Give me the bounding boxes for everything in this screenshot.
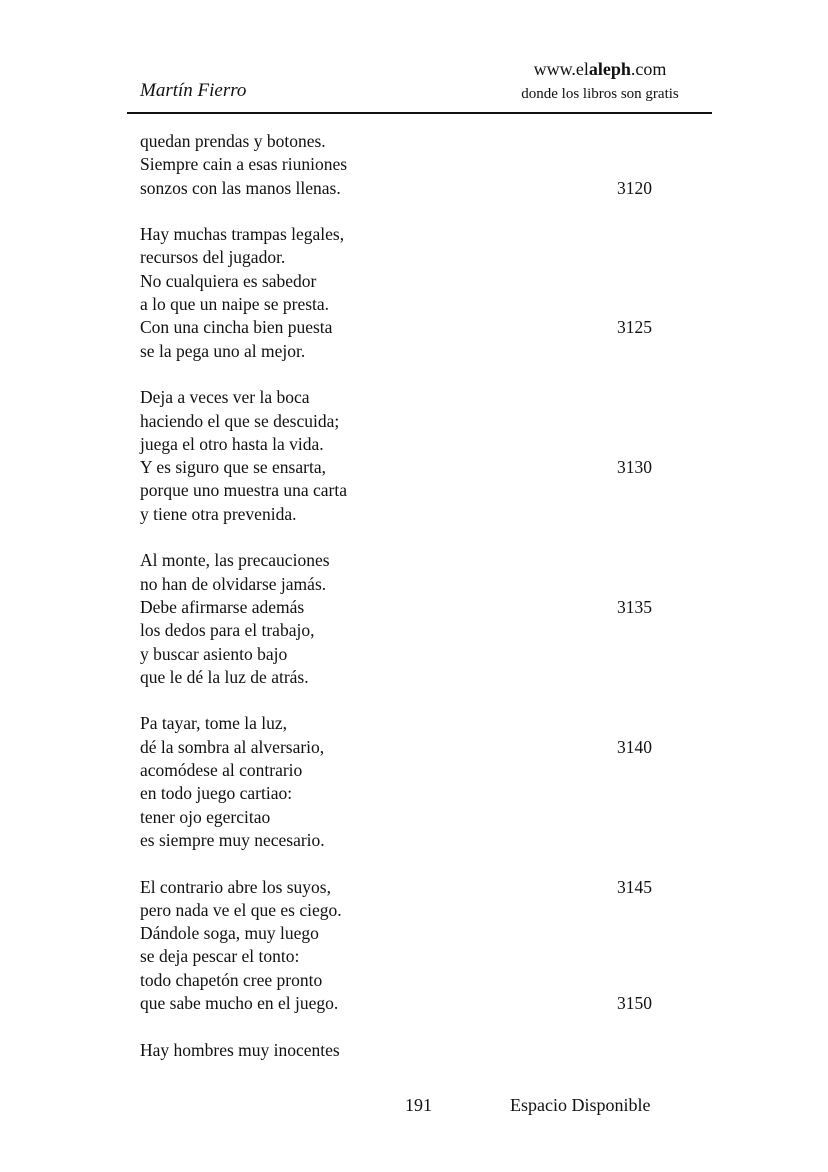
verse-line: [140, 573, 700, 596]
verse-line: [140, 596, 700, 619]
verse-text: Siempre cain a esas riuniones: [140, 154, 348, 175]
verse-line: [140, 806, 700, 829]
stanza: [140, 1039, 700, 1062]
verse-text: Pa tayar, tome la luz,: [140, 713, 288, 734]
verse-text: Debe afirmarse además: [140, 596, 305, 617]
verse-text: es siempre muy necesario.: [140, 829, 325, 850]
line-number: 3140: [617, 736, 652, 757]
verse-line: [140, 922, 700, 945]
verse-text: que sabe mucho en el juego.: [140, 992, 339, 1013]
stanza: [140, 130, 700, 200]
verse-text: dé la sombra al alversario,: [140, 736, 325, 757]
site-url-bold: aleph: [588, 59, 631, 79]
verse-text: a lo que un naipe se presta.: [140, 294, 330, 315]
verse-line: [140, 969, 700, 992]
verse-text: porque uno muestra una carta: [140, 480, 348, 501]
verse-line: [140, 1039, 700, 1062]
stanza: [140, 549, 700, 689]
verse-text: haciendo el que se descuida;: [140, 410, 340, 431]
site-url: [500, 58, 700, 80]
verse-text: No cualquiera es sabedor: [140, 270, 317, 291]
verse-line: [140, 992, 700, 1015]
verse-line: [140, 130, 700, 153]
verse-line: [140, 549, 700, 572]
site-url-prefix: www.el: [533, 59, 589, 79]
verse-line: [140, 619, 700, 642]
site-tagline: donde los libros son gratis: [521, 86, 679, 102]
stanza: [140, 876, 700, 1016]
verse-line: [140, 410, 700, 433]
verse-line: [140, 153, 700, 176]
verse-line: [140, 340, 700, 363]
verse-text: tener ojo egercitao: [140, 806, 271, 827]
stanza: [140, 223, 700, 363]
verse-line: [140, 270, 700, 293]
line-number: 3150: [617, 992, 652, 1013]
verse-line: [140, 712, 700, 735]
verse-line: [140, 503, 700, 526]
verse-text: quedan prendas y botones.: [140, 131, 326, 151]
footer-note: Espacio Disponible: [510, 1095, 651, 1115]
verse-text: juega el otro hasta la vida.: [140, 433, 324, 454]
verse-text: Deja a veces ver la boca: [140, 387, 310, 408]
verse-line: [140, 293, 700, 316]
page-number: 191: [405, 1095, 432, 1115]
line-number: 3130: [617, 457, 652, 478]
verse-line: [140, 316, 700, 339]
header-divider: [127, 112, 712, 114]
verse-text: acomódese al contrario: [140, 760, 303, 781]
verse-line: [140, 177, 700, 200]
verse-text: Dándole soga, muy luego: [140, 923, 319, 944]
verse-line: [140, 782, 700, 805]
line-number: 3125: [617, 317, 652, 338]
verse-text: los dedos para el trabajo,: [140, 620, 315, 641]
verse-text: Al monte, las precauciones: [140, 550, 330, 571]
verse-text: sonzos con las manos llenas.: [140, 177, 341, 198]
verse-text: todo chapetón cree pronto: [140, 969, 323, 990]
verse-text: El contrario abre los suyos,: [140, 876, 331, 897]
verse-text: Con una cincha bien puesta: [140, 317, 333, 338]
verse-text: que le dé la luz de atrás.: [140, 666, 309, 687]
verse-line: [140, 223, 700, 246]
verse-line: [140, 643, 700, 666]
verse-line: [140, 876, 700, 899]
verse-text: pero nada ve el que es ciego.: [140, 899, 342, 920]
line-number: 3120: [617, 177, 652, 198]
verse-line: [140, 759, 700, 782]
verse-text: Hay hombres muy inocentes: [140, 1039, 340, 1060]
verse-line: [140, 246, 700, 269]
verse-text: y tiene otra prevenida.: [140, 503, 297, 524]
site-url-suffix: .com: [630, 59, 667, 79]
verse-line: [140, 386, 700, 409]
line-number: 3135: [617, 596, 652, 617]
verse-line: [140, 899, 700, 922]
verse-line: [140, 736, 700, 759]
verse-text: se deja pescar el tonto:: [140, 946, 300, 967]
book-title: Martín Fierro: [140, 80, 247, 101]
verse-text: recursos del jugador.: [140, 247, 286, 268]
line-number: 3145: [617, 876, 652, 897]
verse-text: se la pega uno al mejor.: [140, 340, 306, 361]
verse-line: [140, 666, 700, 689]
verse-text: en todo juego cartiao:: [140, 783, 293, 804]
verse-line: [140, 945, 700, 968]
stanza: [140, 712, 700, 852]
stanza: [140, 386, 700, 526]
verse-line: [140, 456, 700, 479]
verse-line: [140, 829, 700, 852]
verse-text: Hay muchas trampas legales,: [140, 224, 345, 245]
verse-body: [140, 130, 700, 1085]
verse-text: y buscar asiento bajo: [140, 643, 288, 664]
verse-line: [140, 479, 700, 502]
verse-line: [140, 433, 700, 456]
verse-text: Y es siguro que se ensarta,: [140, 457, 326, 478]
verse-text: no han de olvidarse jamás.: [140, 573, 327, 594]
